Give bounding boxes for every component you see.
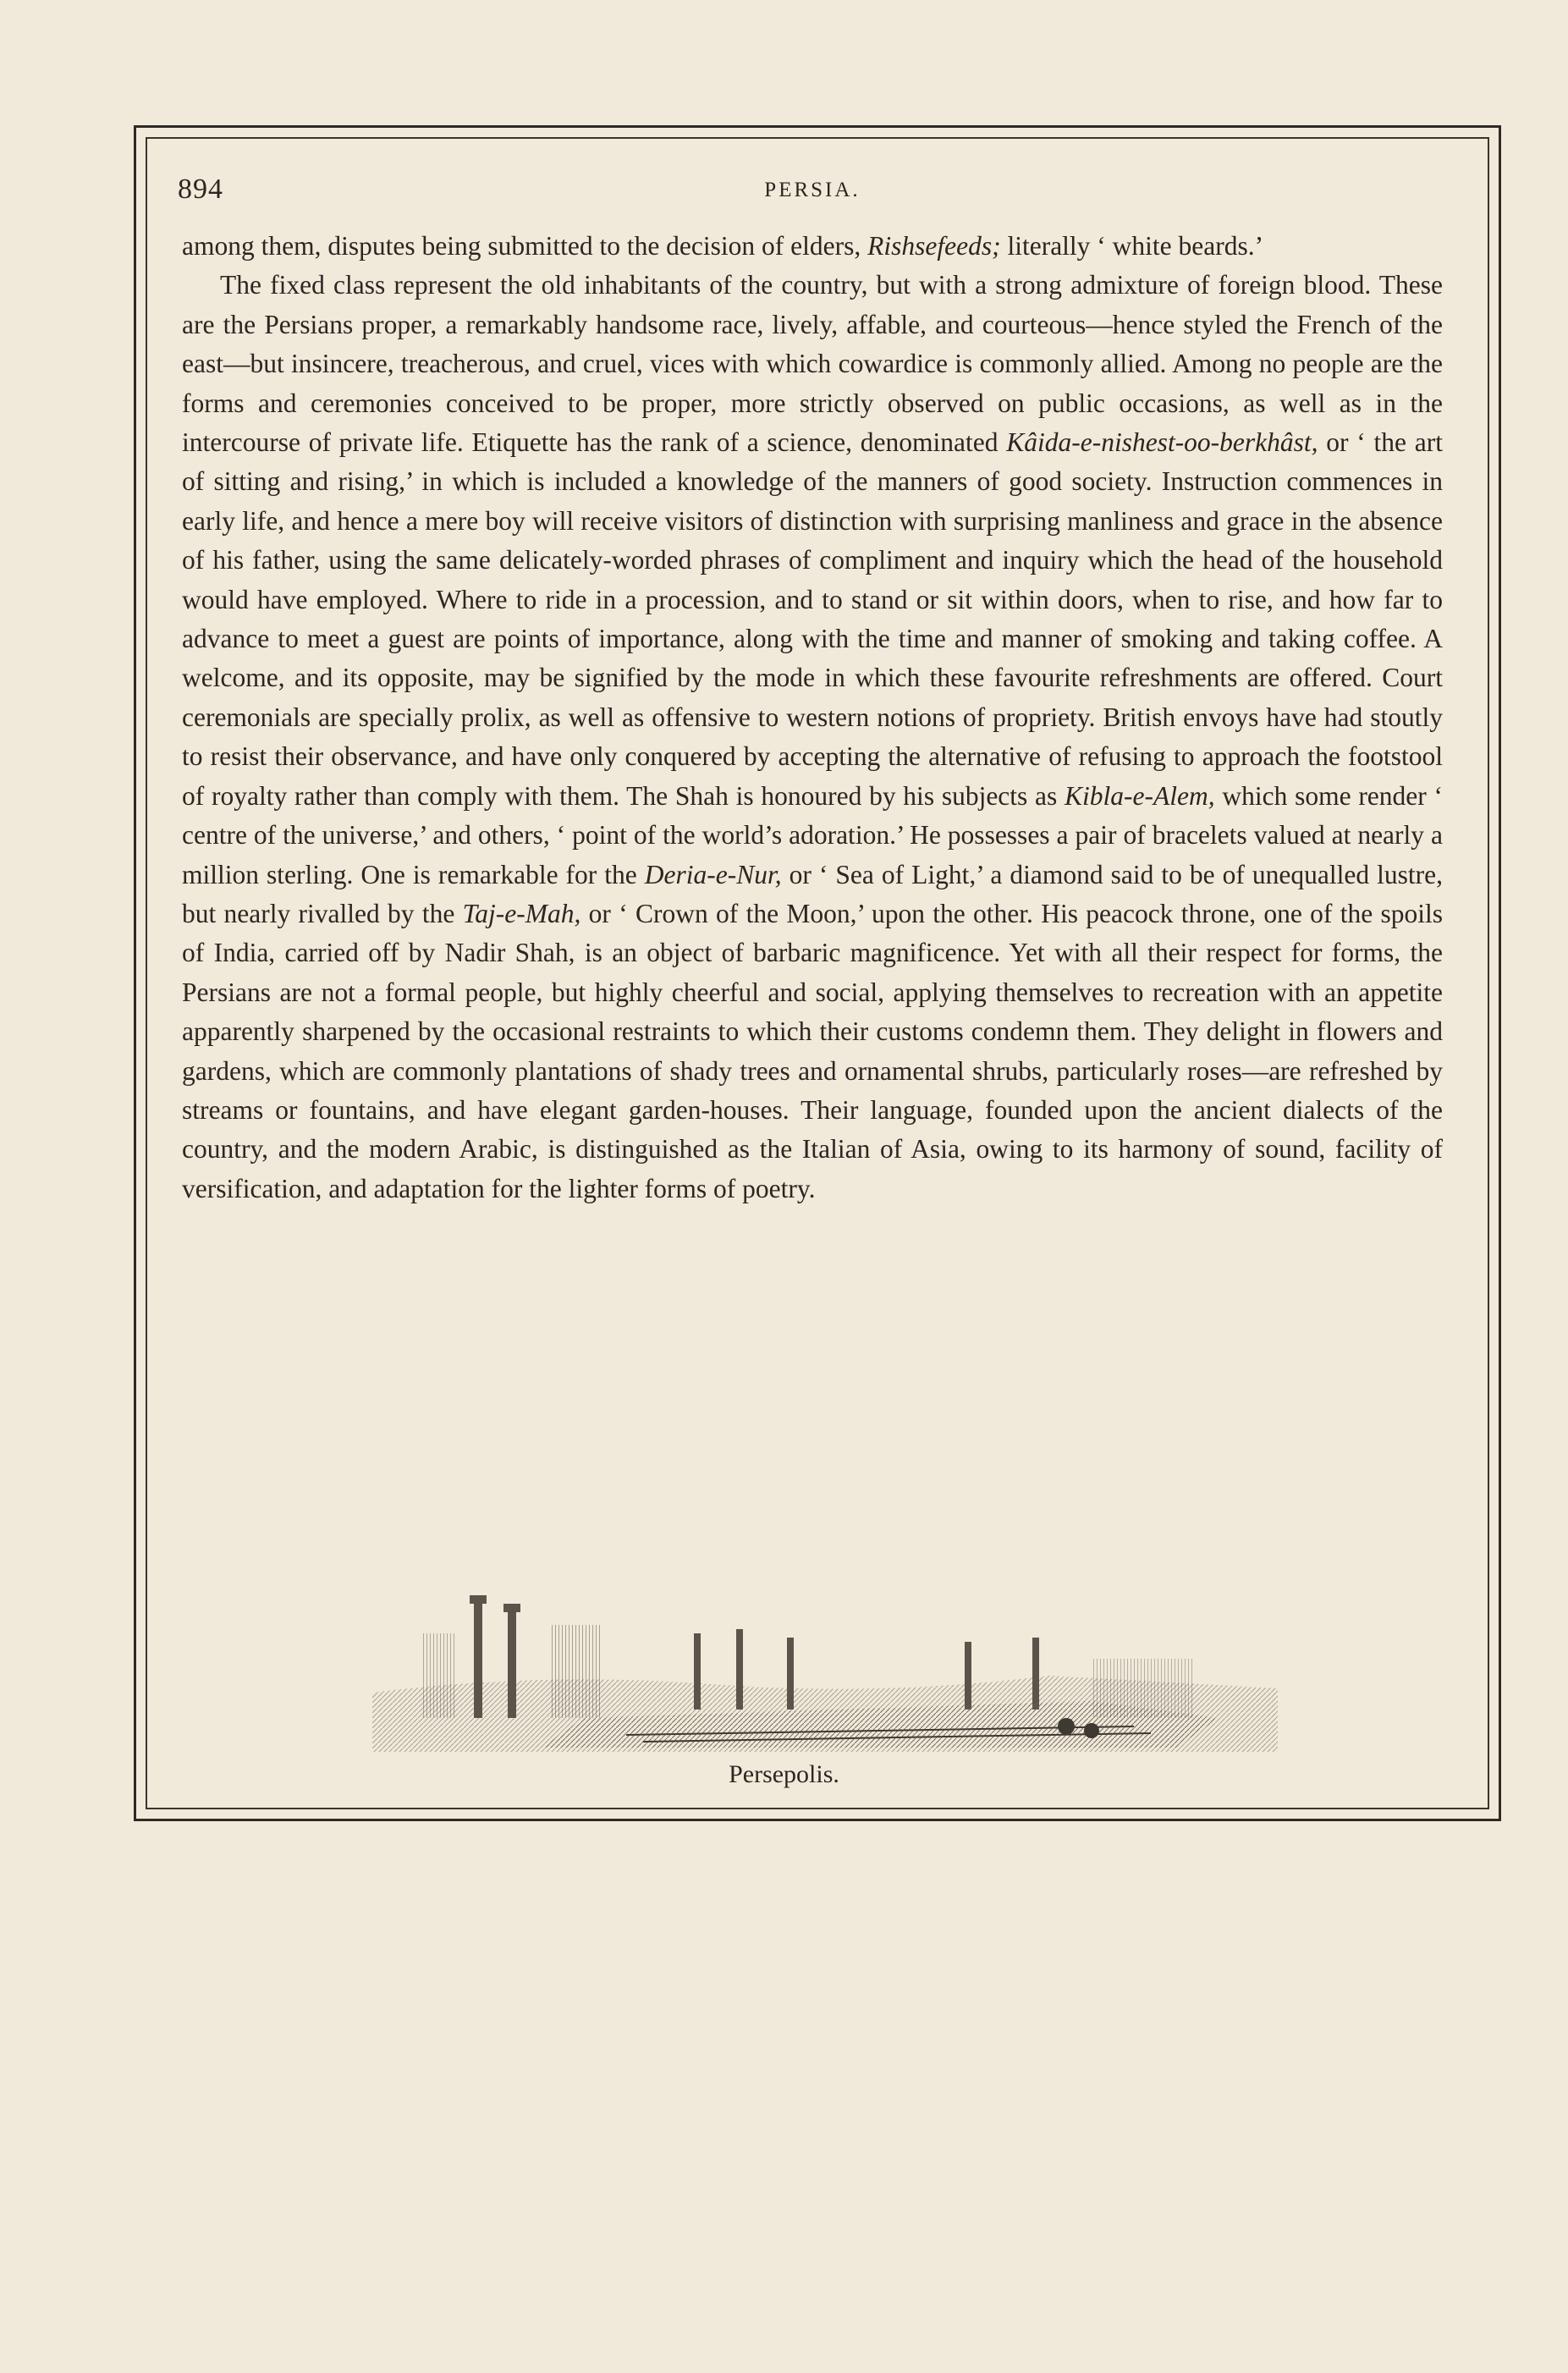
- page-number: 894: [178, 173, 223, 205]
- italic-term-kaida: Kâida-e-nishest-oo-berkhâst,: [1006, 427, 1318, 458]
- persepolis-engraving: [372, 1591, 1278, 1752]
- paragraph-1: among them, disputes being submitted to the decision of elders, Rishsefeeds; literally ‘ white beards.’: [182, 231, 1264, 261]
- italic-term-rishsefeeds: Rishsefeeds;: [867, 231, 1001, 261]
- italic-term-kibla: Kibla-e-Alem,: [1065, 780, 1215, 811]
- page-header: [178, 173, 1447, 216]
- italic-term-deria: Deria-e-Nur,: [644, 859, 782, 889]
- body-text: [182, 227, 1443, 1209]
- italic-term-taj: Taj-e-Mah,: [462, 898, 581, 928]
- running-head: PERSIA.: [764, 179, 861, 201]
- figure-caption: Persepolis.: [729, 1760, 839, 1788]
- paragraph-2: The fixed class represent the old inhabitants of the country, but with a strong admixture of foreign blood. These are the Persians proper, a remarkably handsome race, lively, affable, and courteous—hence styled the French of the east—but insincere, treacherous, and cruel, vices with which cowardice is commonly allied. Among no people are the forms and ceremonies conceived to be proper, more strictly observed on public occasions, as well as in the intercourse of private life. Etiquette has the rank of a science, denominated Kâida-e-nishest-oo-berkhâst, or ‘ the art of sitting and rising,’ in which is included a knowledge of the manners of good society. Instruction commences in early life, and hence a mere boy will receive visitors of distinction with surprising manliness and grace in the absence of his father, using the same delicately-worded phrases of compliment and inquiry which the head of the household would have employed. Where to ride in a procession, and to stand or sit within doors, when to rise, and how far to advance to meet a guest are points of importance, along with the time and manner of smoking and taking coffee. A welcome, and its opposite, may be signified by the mode in which these favourite refreshments are offered. Court ceremonials are specially prolix, as well as offensive to western notions of propriety. British envoys have had stoutly to resist their observance, and have only conquered by accepting the alternative of refusing to approach the footstool of royalty rather than comply with them. The Shah is honoured by his subjects as Kibla-e-Alem, which some render ‘ centre of the universe,’ and others, ‘ point of the world’s adoration.’ He possesses a pair of bracelets valued at nearly a million sterling. One is remarkable for the Deria-e-Nur, or ‘ Sea of Light,’ a diamond said to be of unequalled lustre, but nearly rivalled by the Taj-e-Mah, or ‘ Crown of the Moon,’ upon the other. His peacock throne, one of the spoils of India, carried off by Nadir Shah, is an object of barbaric magnificence. Yet with all their respect for forms, the Persians are not a formal people, but highly cheerful and social, applying themselves to recreation with an appetite apparently sharpened by the occasional restraints to which their customs condemn them. They delight in flowers and gardens, which are commonly plantations of shady trees and ornamental shrubs, particularly roses—are refreshed by streams or fountains, and have elegant garden-houses. Their language, founded upon the ancient dialects of the country, and the modern Arabic, is distinguished as the Italian of Asia, owing to its harmony of sound, facility of versification, and adaptation for the lighter forms of poetry.: [182, 270, 1443, 1203]
- engraving-image: [372, 1591, 1278, 1752]
